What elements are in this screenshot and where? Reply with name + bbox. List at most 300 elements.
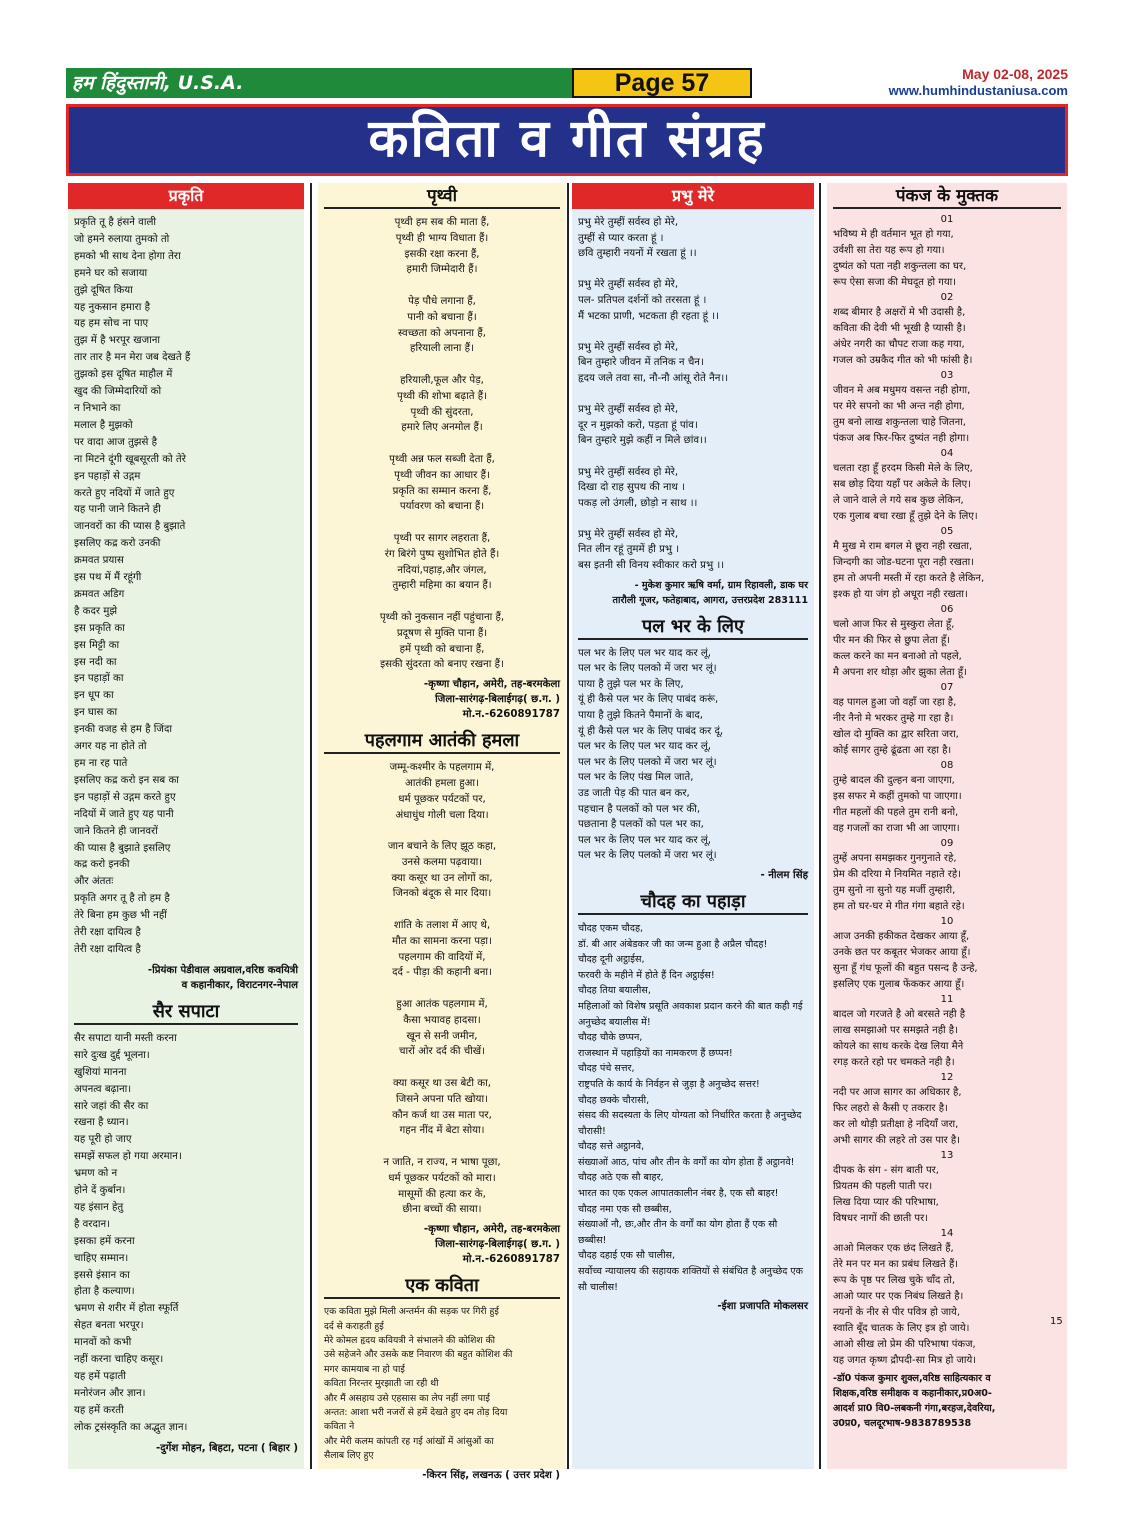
poem-line: आओ प्यार पर एक निबंध लिखते है। bbox=[833, 1291, 964, 1302]
poem-line: पेड़ पौधे लगाना हैं, bbox=[408, 295, 476, 307]
poem-line: महिलाओं को विशेष प्रसूति अवकाश प्रदान करने की बात कही गई अनुच्छेद बयालीस में! bbox=[578, 1000, 803, 1028]
poem-line: चौदह सत्ते अट्ठानवे, bbox=[578, 1141, 645, 1153]
poem-line: यूं ही कैसे पल भर के लिए पाबंद करूं, bbox=[578, 694, 719, 706]
muktak-stanza bbox=[827, 461, 1067, 525]
poem-line: दुष्यंत को पता नही शकुन्तला का घर, bbox=[833, 261, 967, 272]
stanza-number: 02 bbox=[940, 292, 954, 303]
poem-line: अपनत्व बढ़ाना। bbox=[74, 1083, 132, 1095]
poem-line: चाहिए सम्मान। bbox=[74, 1252, 129, 1264]
poem-line: इन घास का bbox=[74, 707, 118, 719]
poem-line: नदियां,पहाड़,और जंगल, bbox=[397, 564, 487, 576]
poem-line: इसलिए एक गुलाब फेंककर आया हूँ। bbox=[833, 979, 965, 990]
poem-line: प्रभु मेरे तुम्हीं सर्वस्व हो मेरे, bbox=[578, 466, 679, 478]
poem-line: चौदह तिया बयालीस, bbox=[578, 985, 651, 997]
poem-line: नीर नैनो मे भरकर तुम्हे गा रहा है। bbox=[833, 713, 954, 724]
poem-line: हमको भी साथ देना होगा तेरा bbox=[74, 250, 181, 262]
poem-line: -कृष्णा चौहान, अमेरी, तह-बरमकेला bbox=[423, 679, 560, 691]
poem-line: पल भर के लिए पलको में जरा भर लूं। bbox=[578, 756, 717, 768]
poem-line: संसद की सदस्यता के लिए योग्यता को निर्धारित करता है अनुच्छेद चौरासी! bbox=[578, 1110, 802, 1137]
poem-line: है वरदान। bbox=[74, 1218, 111, 1230]
poem-line: तार तार है मन मेरा जब देखते हैं bbox=[74, 352, 191, 364]
stanza-number: 05 bbox=[940, 526, 954, 537]
poem-line: फिर लहरो से कैसी ए तकरार है। bbox=[833, 1103, 948, 1114]
poem-body bbox=[572, 919, 814, 1297]
poem-line bbox=[324, 436, 560, 452]
muktak-stanza bbox=[827, 1007, 1067, 1071]
poem-line: एक गुलाब बचा रखा हूँ तुझे देने के लिए। bbox=[833, 511, 978, 522]
poem-line: कविता की देवी भी भूखी है प्यासी है। bbox=[833, 323, 966, 334]
poem-line: पल भर के लिए पलको में जरा भर लूं। bbox=[578, 663, 717, 675]
poem-line: प्रभु मेरे तुम्हीं सर्वस्व हो मेरे, bbox=[578, 217, 679, 228]
poem-line: मलाल है मुझको bbox=[74, 419, 133, 431]
poem-line: आओ मिलकर एक छंद लिखते हैं, bbox=[833, 1243, 954, 1254]
poem-line: - नीलम सिंह bbox=[760, 869, 808, 881]
poem-line: इनकी वजह से हम है जिंदा bbox=[74, 724, 172, 736]
stanza-number: 14 bbox=[940, 1228, 954, 1239]
poem-title: पृथ्वी bbox=[324, 183, 560, 209]
stanza-number: 10 bbox=[940, 916, 954, 927]
poem-line: भविष्य मे ही वर्तमान भूत हो गया, bbox=[833, 229, 954, 240]
poem-line: प्रकृति अगर तू है तो हम है bbox=[74, 893, 170, 905]
poem-title: पंकज के मुक्तक bbox=[833, 183, 1061, 209]
poem-line: पृथ्वी पर सागर लहराता हैं, bbox=[393, 532, 491, 544]
poem-line: -दुर्गेश मोहन, बिहटा, पटना ( बिहार ) bbox=[156, 1442, 298, 1454]
poem-line: रंग बिरंगे पुष्प सुशोभित होते हैं। bbox=[384, 548, 500, 560]
poem-line: रखना है ध्यान। bbox=[74, 1117, 129, 1129]
poem-line: दिखा दो राह सुपथ की नाथ । bbox=[578, 482, 686, 494]
poem-line: नदी पर आज सागर का अधिकार है, bbox=[833, 1087, 962, 1098]
poem-line: तुम्हारी महिमा का बयान हैं। bbox=[392, 580, 492, 592]
poem-line: आओ सीख लो प्रेम की परिभाषा पंकज, bbox=[833, 1339, 976, 1350]
poem-line: प्रदूषण से मुक्ति पाना हैं। bbox=[396, 627, 488, 639]
poem-line: तुझको इस दूषित माहौल में bbox=[74, 369, 173, 381]
poem-line: इससे इंसान का bbox=[74, 1269, 130, 1281]
website-link[interactable]: www.humhindustaniusa.com bbox=[888, 83, 1068, 98]
poem-line: इसकी रक्षा करना हैं, bbox=[404, 248, 480, 260]
poem-line: और मैं असहाय उसे एहसास का लेप नहीं लगा पाई bbox=[324, 1392, 490, 1404]
poem-line: सारे जहां की सैर का bbox=[74, 1100, 149, 1112]
poem-line: जम्मू-कश्मीर के पहलगाम में, bbox=[389, 762, 495, 774]
poem-title: प्रभु मेरे bbox=[572, 183, 814, 209]
poem-line: तुझे दूषित किया bbox=[74, 284, 133, 296]
poem-line: यह नुकसान हमारा है bbox=[74, 301, 151, 313]
poem-credit bbox=[572, 866, 814, 885]
poem-title: पल भर के लिए bbox=[578, 614, 808, 640]
poem-line: गजल को उम्रकैद गीत को भी फांसी है। bbox=[833, 355, 973, 366]
poem-line: पंकज अब फिर-फिर दुष्यंत नही होगा। bbox=[833, 433, 970, 444]
poem-line: खून से सनी जमीन, bbox=[406, 1030, 478, 1042]
column-divider bbox=[819, 183, 821, 1469]
poem-line bbox=[578, 387, 808, 403]
poem-line: यह हम सोच ना पाए bbox=[74, 318, 149, 330]
poem-line: जाने कितने ही जानवरों bbox=[74, 825, 158, 837]
poem-line: राष्ट्रपति के कार्य के निर्वहन से जुड़ा है अनुच्छेद सत्तर! bbox=[578, 1078, 760, 1090]
poem-line: इसलिए कद्र करो इन सब का bbox=[74, 774, 179, 786]
poem-line: पर मेरे सपनो का भी अन्त नही होगा, bbox=[833, 401, 965, 412]
poem-line: सैलाब लिए हुए bbox=[324, 1450, 374, 1462]
poem-line: जिला-सारंगढ़-बिलाईगढ़( छ.ग. ) bbox=[435, 1239, 560, 1251]
stanza-number: 08 bbox=[940, 760, 954, 771]
poem-line: पृथ्वी को नुकसान नहीं पहुंचाना हैं, bbox=[379, 611, 505, 623]
poem-line: पल भर के लिए पल भर याद कर लूं, bbox=[578, 741, 712, 753]
poem-line: मैं भटका प्राणी, भटकता ही रहता हूं ।। bbox=[578, 310, 719, 322]
poem-line: इन धूप का bbox=[74, 690, 114, 702]
poem-line: मेरे कोमल हृदय कवियत्री ने संभालने की कोशिश की bbox=[324, 1335, 496, 1347]
poem-line: सेहत बनता भरपूर। bbox=[74, 1320, 144, 1332]
poem-line: उसे सहेजने और उसके कष्ट निवारण की बहुत कोशिश की bbox=[324, 1349, 513, 1361]
poem-title: पहलगाम आतंकी हमला bbox=[324, 728, 560, 754]
poem-line: पल भर के लिए पल भर याद कर लूं, bbox=[578, 834, 712, 846]
poem-line: पृथ्वी जीवन का आधार हैं। bbox=[394, 469, 490, 481]
poem-line: हरियाली,फूल और पेड़, bbox=[400, 374, 484, 386]
poem-line: हुआ आतंक पहलगाम में, bbox=[396, 999, 488, 1011]
poem-line: समझें सफल हो गया अरमान। bbox=[74, 1151, 182, 1163]
poem-line: उर्वशी सा तेरा यह रूप हो गया। bbox=[833, 245, 945, 256]
poem-body bbox=[572, 213, 814, 576]
poem-line: नित लीन रहूं तुममें ही प्रभु । bbox=[578, 544, 680, 556]
poem-line: करते हुए नदियों में जाते हुए bbox=[74, 487, 175, 499]
poem-line: पल भर के लिए पलको में जरा भर लूं। bbox=[578, 850, 717, 862]
poem-line: मो.न.-6260891787 bbox=[462, 709, 560, 721]
poem-line: ना मिटने दूंगी खूबसूरती को तेरे bbox=[74, 453, 186, 465]
poem-line: इसलिए कद्र करो उनकी bbox=[74, 538, 161, 550]
poem-line: छवि तुम्हारी नयनों में रखता हूं ।। bbox=[578, 248, 697, 260]
poem-line: हमारे लिए अनमोल हैं। bbox=[401, 422, 483, 434]
poem-line: चौदह अठे एक सौ बाहर, bbox=[578, 1172, 664, 1184]
poem-line: पल भर के लिए पंख मिल जाते, bbox=[578, 772, 694, 784]
poem-line: चौदह पंचे सत्तर, bbox=[578, 1063, 635, 1075]
poem-line: उड जाती पेड़ की पात बन कर, bbox=[578, 788, 690, 799]
poem-line: विषधर नागों की छाती पर। bbox=[833, 1213, 928, 1224]
poem-line: सैर सपाटा यानी मस्ती करना bbox=[74, 1032, 177, 1044]
poem-line: भ्रमण से शरीर में होता स्फूर्ति bbox=[74, 1303, 179, 1315]
poem-line: गहन नींद में बेटा सोया। bbox=[399, 1125, 485, 1137]
poem-line: अन्तत: आशा भरी नजरों से हमें देखते हुए दम तोड़ दिया bbox=[324, 1407, 508, 1419]
poem-line: तेरी रक्षा दायित्व है bbox=[74, 927, 141, 939]
muktak-stanza bbox=[827, 773, 1067, 837]
column-4 bbox=[827, 183, 1067, 1469]
poem-line: क्या कसूर था उस बेटी का, bbox=[393, 1078, 491, 1090]
poem-line: उ0प्र0, चलदूरभाष-9838789538 bbox=[833, 1418, 972, 1429]
poem-line: पर वादा आज तुझसे है bbox=[74, 436, 158, 448]
poem-line: व कहानीकार, विराटनगर-नेपाल bbox=[181, 979, 298, 991]
stanza-number: 01 bbox=[940, 214, 954, 225]
poem-line: कोयले का साथ करके देख लिया मैने bbox=[833, 1041, 964, 1052]
poem-line: इश्क हो या जंग हो अधूरा नही रखता। bbox=[833, 589, 968, 600]
poem-line: धर्म पूछकर पर्यटकों को मारा। bbox=[388, 1172, 496, 1184]
poem-line: रगड़ करते रहो पर चमकते नही है। bbox=[833, 1057, 955, 1068]
poem-line bbox=[324, 1060, 560, 1076]
poem-line: यह जगत कृष्ण द्रौपदी-सा मित्र हो जाये। bbox=[833, 1355, 977, 1366]
poem-credit bbox=[318, 1466, 566, 1485]
poem-line: शिक्षक,वरिष्ठ समीक्षक व कहानीकार,प्र0अ0- bbox=[833, 1388, 992, 1399]
poem-line: स्वच्छता को अपनाना हैं, bbox=[398, 327, 486, 339]
stanza-number: 15 bbox=[1050, 1316, 1063, 1327]
poem-body bbox=[68, 1029, 304, 1439]
poem-line: पृथ्वी हम सब की माता हैं, bbox=[394, 217, 490, 228]
poem-line: पृथ्वी अन्न फल सब्जी देता हैं, bbox=[389, 453, 495, 465]
poem-line: पृथ्वी ही भाग्य विधाता हैं। bbox=[395, 232, 489, 244]
poem-line: हम तो अपनी मस्ती में रहा करते है लेकिन, bbox=[833, 573, 985, 584]
column-2 bbox=[318, 183, 566, 1481]
page-banner: कविता व गीत संग्रह bbox=[66, 104, 1068, 176]
poem-line: राजस्थान में पहाड़ियों का नामकरण हैं छप्पन! bbox=[578, 1047, 733, 1059]
stanza-number: 13 bbox=[940, 1150, 954, 1161]
poem-line: तुम्हे बादल की दुल्हन बना जाएगा, bbox=[833, 775, 955, 786]
poem-line: चौदह एकम चौदह, bbox=[578, 922, 644, 934]
poem-body bbox=[68, 213, 304, 961]
poem-line: एक कविता मुझे मिली अन्तर्मन की सड़क पर गिरी हुई bbox=[324, 1306, 499, 1318]
poem-line: संख्याओं नौ, छः,और तीन के वर्गों का योग होता हैं एक सौ छब्बीस! bbox=[578, 1219, 778, 1246]
poem-line: -किरन सिंह, लखनऊ ( उत्तर प्रदेश ) bbox=[422, 1469, 560, 1481]
poem-line: खुद की जिम्मेदारियों को bbox=[74, 386, 162, 398]
muktak-stanza bbox=[827, 383, 1067, 447]
poem-line: उनसे कलमा पढ़वाया। bbox=[401, 856, 483, 868]
poem-line: कोई सागर तुम्हे ढूंढता आ रहा है। bbox=[833, 745, 952, 756]
muktak-list bbox=[827, 213, 1067, 1369]
poem-line: मो.न.-6260891787 bbox=[462, 1254, 560, 1266]
poem-line: इस प्रकृति का bbox=[74, 622, 125, 634]
poem-line: चारों ओर दर्द की चीखें। bbox=[398, 1046, 486, 1058]
poem-line: कर लो थोड़ी प्रतीक्षा हे नदियाँ जरा, bbox=[833, 1119, 959, 1130]
poem-line bbox=[578, 262, 808, 278]
poem-line: बिन तुम्हारे मुझे कहीं न मिले छांव।। bbox=[578, 435, 707, 447]
muktak-stanza bbox=[827, 1241, 1067, 1369]
poem-line: वह गजलों का राजा भी आ जाएगा। bbox=[833, 823, 960, 834]
stanza-number: 12 bbox=[940, 1072, 954, 1083]
poem-line: हमने घर को सजाया bbox=[74, 267, 148, 279]
poem-line bbox=[324, 981, 560, 997]
poem-line: यह पूरी हो जाए bbox=[74, 1134, 132, 1146]
poem-line: शांति के तलाश में आए थे, bbox=[393, 920, 491, 932]
poem-line: इन पहाड़ों से उद्गम bbox=[74, 470, 141, 482]
poem-line: जान बचाने के लिए झूठ कहा, bbox=[387, 841, 497, 853]
poem-line: मै अपना शर थोड़ा और झुका लेता हूँ। bbox=[833, 667, 967, 678]
poem-line: मै मुख मे राम बगल मे छूरा नही रखता, bbox=[833, 541, 973, 552]
poem-line: इन पहाड़ों से उद्गम करते हुए bbox=[74, 791, 176, 803]
poem-line: अंधाधुंध गोली चला दिया। bbox=[395, 809, 489, 821]
poem-line: चौदह नमा एक सौ छब्बीस, bbox=[578, 1203, 672, 1215]
issue-date: May 02-08, 2025 bbox=[962, 66, 1068, 82]
poem-line: प्रकृति का सम्मान करना हैं, bbox=[392, 485, 492, 497]
poem-line: सारे दुःख दुर्द्द भूलना। bbox=[74, 1049, 150, 1061]
poem-line: मानवों को कभी bbox=[74, 1337, 132, 1349]
poem-line: न जाति, न राज्य, न भाषा पूछा, bbox=[383, 1157, 501, 1169]
poem-line: चौदह दहाई एक सौ चालीस, bbox=[578, 1250, 676, 1262]
poem-line: न निभाने का bbox=[74, 402, 121, 414]
poem-line: इस पथ में मैं रहूंगी bbox=[74, 572, 142, 584]
poem-line: पल- प्रतिपल दर्शनों को तरसता हूं । bbox=[578, 294, 707, 306]
column-3 bbox=[572, 183, 814, 1469]
poem-line: प्रियतम की पहली पाती पर। bbox=[833, 1181, 933, 1192]
poem-line: कौन कर्ज था उस माता पर, bbox=[392, 1109, 492, 1121]
poem-body bbox=[318, 213, 566, 675]
poem-line: कत्ल करने का मन बनाओ तो पहले, bbox=[833, 651, 962, 662]
brand-title: हम हिंदुस्तानी, U.S.A. bbox=[66, 68, 572, 98]
poem-line: तुम्हीं से प्यार करता हूं । bbox=[578, 232, 664, 244]
poem-line: तारौली गूजर, फतेहाबाद, आगरा, उत्तरप्रदेश 283111 bbox=[612, 594, 808, 606]
poem-line: प्रकृति तू है हंसने वाली bbox=[74, 217, 157, 228]
poem-line: तुम सुनो ना सुनो यह मर्जी तुम्हारी, bbox=[833, 885, 956, 896]
poem-body bbox=[318, 758, 566, 1220]
poem-line: जिसने अपना पति खोया। bbox=[396, 1093, 488, 1105]
poem-credit bbox=[318, 675, 566, 724]
poem-line: यूं ही कैसे पल भर के लिए पाबंद कर दूं, bbox=[578, 725, 724, 737]
muktak-stanza bbox=[827, 305, 1067, 369]
poem-line: प्रभु मेरे तुम्हीं सर्वस्व हो मेरे, bbox=[578, 404, 679, 416]
poem-line: पर्यावरण को बचाना हैं। bbox=[399, 501, 485, 513]
poem-line: आज उनकी हकीकत देखकर आया हूँ, bbox=[833, 931, 970, 942]
poem-line: नदियों में जाते हुए यह पानी bbox=[74, 808, 174, 820]
poem-line: चौदह चौके छप्पन, bbox=[578, 1032, 643, 1044]
poem-line bbox=[324, 515, 560, 531]
stanza-number: 09 bbox=[940, 838, 954, 849]
poem-line: -कृष्णा चौहान, अमेरी, तह-बरमकेला bbox=[423, 1224, 560, 1236]
poem-line: पानी को बचाना हैं। bbox=[407, 311, 477, 323]
poem-credit bbox=[68, 961, 304, 995]
muktak-stanza bbox=[827, 851, 1067, 915]
poem-line: जो हमने रुलाया तुमको तो bbox=[74, 233, 170, 245]
poem-line: सब छोड़ दिया यहाँ पर अकेले के लिए। bbox=[833, 479, 971, 490]
muktak-stanza bbox=[827, 695, 1067, 759]
muktak-stanza bbox=[827, 617, 1067, 681]
poem-line: ले जाने वाले ले गये सब कुछ लेकिन, bbox=[833, 495, 964, 506]
poem-line: डॉ. बी आर अंबेडकर जी का जन्म हुआ है अप्रैल चौदह! bbox=[578, 938, 768, 950]
poem-line bbox=[578, 511, 808, 527]
poem-line: हम तो घर-घर मे गीत गंगा बहाते रहे। bbox=[833, 901, 965, 912]
poem-line: दर्द - पीड़ा की कहानी बना। bbox=[392, 967, 492, 979]
poem-credit bbox=[572, 1297, 814, 1316]
poem-line: जानवरों का की प्यास है बुझाते bbox=[74, 521, 186, 533]
poem-line: पहलगाम की वादियों में, bbox=[398, 951, 486, 963]
poem-title: चौदह का पहाड़ा bbox=[578, 889, 808, 915]
poem-line: लिख दिया प्यार की परिभाषा, bbox=[833, 1197, 939, 1208]
poem-line: हमें पृथ्वी को बचाना हैं, bbox=[399, 643, 485, 655]
muktak-stanza bbox=[827, 539, 1067, 603]
poem-line: -प्रियंका पेडीवाल अग्रवाल,वरिष्ठ कवयित्री bbox=[147, 964, 298, 976]
poem-line: प्रेम की दरिया मे नियमित नहाते रहे। bbox=[833, 869, 961, 880]
poem-line: हम ना रह पाते bbox=[74, 758, 128, 769]
stanza-number: 07 bbox=[940, 682, 954, 693]
top-bar bbox=[66, 68, 1068, 98]
poem-line: यह पानी जाने कितने ही bbox=[74, 504, 161, 516]
poem-line: आतंकी हमला हुआ। bbox=[405, 777, 479, 789]
poem-line: जिन्दगी का जोड-घटना पूरा नही रखता। bbox=[833, 557, 975, 568]
poem-line: चौदह छक्के चौरासी, bbox=[578, 1094, 650, 1106]
poem-line: दीपक के संग - संग बाती पर, bbox=[833, 1165, 939, 1176]
poem-line: छीना बच्चों की साया। bbox=[402, 1204, 482, 1216]
poem-line: क्रमवत अडिग bbox=[74, 588, 125, 600]
muktak-stanza bbox=[827, 1163, 1067, 1227]
poem-line: पृथ्वी की शोभा बढ़ाते हैं। bbox=[396, 390, 488, 402]
stanza-number: 03 bbox=[940, 370, 954, 381]
poem-line: क्रमवत प्रयास bbox=[74, 555, 124, 567]
poem-credit bbox=[68, 1439, 304, 1458]
poem-line: पृथ्वी की सुंदरता, bbox=[410, 406, 474, 418]
poem-line: तुम्हें अपना समझकर गुनगुनाते रहे, bbox=[833, 853, 957, 864]
muktak-stanza bbox=[827, 929, 1067, 993]
poem-credit bbox=[318, 1220, 566, 1269]
poem-line bbox=[324, 823, 560, 839]
poem-line: पाया है तुझे कितने पैमानों के बाद, bbox=[578, 710, 703, 722]
poem-body bbox=[572, 644, 814, 866]
poem-line bbox=[578, 324, 808, 340]
poem-line: जीवन मे अब मधुमय वसन्त नही होगा, bbox=[833, 385, 971, 396]
poem-line: तेरे मन पर मन का प्रबंध लिखते हैं। bbox=[833, 1259, 959, 1270]
poem-line: मौत का सामना करना पड़ा। bbox=[392, 935, 492, 947]
poem-line: मनोरंजन और ज्ञान। bbox=[74, 1387, 146, 1399]
poem-line: चौदह दूनी अट्ठाईस, bbox=[578, 954, 645, 966]
stanza-number: 06 bbox=[940, 604, 954, 615]
poem-title: सैर सपाटा bbox=[74, 999, 298, 1025]
poem-title: प्रकृति bbox=[68, 183, 304, 209]
poem-line: जिला-सारंगढ़-बिलाईगढ़( छ.ग. ) bbox=[435, 694, 560, 706]
poem-line: फरवरी के महीने में होते हैं दिन अट्ठाईस! bbox=[578, 969, 715, 981]
poem-line: अगर यह ना होते तो bbox=[74, 741, 147, 753]
poem-line: है कदर मुझे bbox=[74, 605, 118, 617]
poem-line: यह हमें पढ़ाती bbox=[74, 1371, 126, 1382]
poem-line: प्रभु मेरे तुम्हीं सर्वस्व हो मेरे, bbox=[578, 528, 679, 540]
poem-line: धर्म पूछकर पर्यटकों पर, bbox=[398, 793, 486, 805]
poem-line: प्रभु मेरे तुम्हीं सर्वस्व हो मेरे, bbox=[578, 341, 679, 353]
poem-line: तुम बनो लाख शकुन्तला चाहे जितना, bbox=[833, 417, 966, 428]
poem-line: इसकी सुंदरता को बनाए रखना हैं। bbox=[380, 659, 504, 671]
poem-line: पाया है तुझे पल भर के लिए, bbox=[578, 678, 684, 690]
poem-line: नयनों के नीर से पीर पवित्र हो जाये, bbox=[833, 1307, 961, 1318]
poem-line: स्वाति बूँद चातक के लिए इत्र हो जाये। bbox=[833, 1323, 970, 1334]
column-1 bbox=[68, 183, 304, 1469]
column-divider bbox=[310, 183, 312, 1469]
poem-line: तेरी रक्षा दायित्व है bbox=[74, 943, 141, 955]
stanza-number: 04 bbox=[940, 448, 954, 459]
poem-line: और अंततः bbox=[74, 876, 114, 888]
muktak-stanza bbox=[827, 227, 1067, 291]
poem-line: इस मिट्टी का bbox=[74, 639, 120, 651]
poem-line: शब्द बीमार है अक्षरों मे भी उदासी है, bbox=[833, 307, 966, 318]
poem-line: पहचान है पलकों को पल भर की, bbox=[578, 803, 701, 815]
poem-line: पीर मन की फिर से छुपा लेता हूँ। bbox=[833, 635, 951, 646]
poem-line: यह हमें करती bbox=[74, 1404, 124, 1416]
poem-line: और मेरी कलम कांपती रह गई आंखों में आंसुओं का bbox=[324, 1435, 494, 1447]
poem-line: कैसा भयावह हादसा। bbox=[403, 1014, 481, 1026]
poem-line: तुझ में है भरपूर खजाना bbox=[74, 335, 161, 347]
muktak-stanza bbox=[827, 1085, 1067, 1149]
poem-line: क्या कसूर था उन लोगों का, bbox=[391, 872, 493, 884]
poem-line: कविता ने bbox=[324, 1421, 355, 1433]
poem-line: वह पागल हुआ जो वहाँ जा रहा है, bbox=[833, 697, 957, 708]
poem-line: कद्र करो इनकी bbox=[74, 859, 130, 871]
poem-line: रूप ऐसा सजा की मेघदूत हो गया। bbox=[833, 277, 957, 288]
poem-credit bbox=[572, 576, 814, 610]
poem-line: चलो आज फिर से मुस्कुरा लेता हूँ, bbox=[833, 619, 955, 630]
poem-line bbox=[324, 594, 560, 610]
stanza-number: 11 bbox=[940, 994, 954, 1005]
poem-line: होता है कल्याण। bbox=[74, 1286, 135, 1298]
poem-line: प्रभु मेरे तुम्हीं सर्वस्व हो मेरे, bbox=[578, 279, 679, 291]
poem-line: खोल दो मुक्ति का द्वार सरिता जरा, bbox=[833, 729, 959, 740]
column-divider bbox=[567, 183, 569, 1469]
poem-line: उनके छत पर कबूतर भेजकर आया हूँ। bbox=[833, 947, 971, 958]
poem-line: इस सफर मे कहीं तुमको पा जाएगा। bbox=[833, 791, 962, 802]
poem-line: सर्वोच्च न्यायालय की सहायक शक्तियों से संबंधित है अनुच्छेद एक सौ चालीस! bbox=[578, 1266, 804, 1293]
poem-line: मगर कामयाब ना हो पाई bbox=[324, 1363, 405, 1375]
poem-line: यह इंसान हेतु bbox=[74, 1201, 124, 1213]
poem-line: रूप के पृष्ठ पर लिख चुके चाँद तो, bbox=[833, 1275, 956, 1286]
poem-line: चलता रहा हूँ हरदम किसी मेले के लिए, bbox=[833, 463, 973, 474]
poem-title: एक कविता bbox=[324, 1273, 560, 1299]
poem-credit bbox=[827, 1369, 1067, 1433]
poem-line: भारत का एक एकल आपातकालीन नंबर है, एक सौ बाहर! bbox=[578, 1188, 779, 1200]
